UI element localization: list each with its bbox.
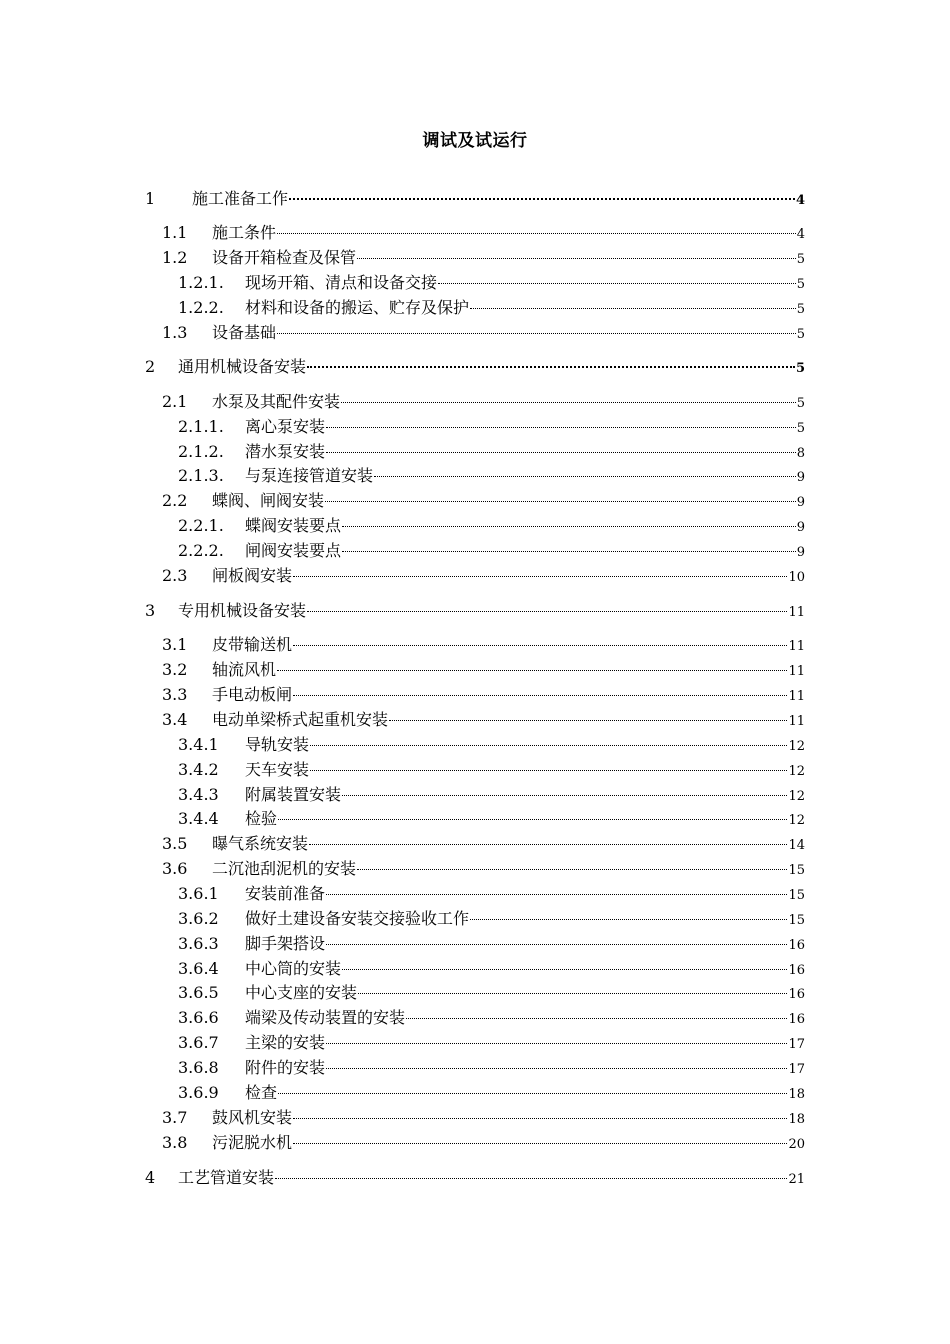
toc-entry-page-number: 12 xyxy=(788,813,805,828)
toc-entry[interactable] xyxy=(178,734,805,756)
toc-entry-label: 污泥脱水机 xyxy=(212,1133,293,1152)
toc-entry-page-number: 18 xyxy=(788,1087,805,1102)
toc-entry[interactable] xyxy=(178,908,805,930)
toc-entry[interactable] xyxy=(162,490,805,512)
toc-entry-number: 2.1.2. xyxy=(178,442,224,461)
toc-entry-number: 3.3 xyxy=(162,685,188,704)
toc-entry-number: 3.6.3 xyxy=(178,934,219,953)
toc-entry-page-number: 15 xyxy=(788,863,805,878)
toc-entry[interactable] xyxy=(162,222,805,244)
toc-entry[interactable] xyxy=(145,600,805,622)
toc-dot-leader xyxy=(307,366,795,368)
toc-entry-number: 2.3 xyxy=(162,566,188,585)
toc-entry-page-number: 11 xyxy=(788,689,805,704)
toc-entry-number: 1.2 xyxy=(162,248,188,267)
toc-dot-leader xyxy=(357,869,787,870)
toc-dot-leader xyxy=(326,1043,787,1044)
toc-entry[interactable] xyxy=(162,322,805,344)
toc-entry-number: 4 xyxy=(145,1168,156,1187)
toc-entry-page-number: 5 xyxy=(796,327,805,342)
toc-entry[interactable] xyxy=(178,540,805,562)
toc-entry-label: 电动单梁桥式起重机安装 xyxy=(212,710,389,729)
toc-entry-number: 3.6.9 xyxy=(178,1083,219,1102)
toc-entry-page-number: 15 xyxy=(788,913,805,928)
toc-entry-page-number: 16 xyxy=(788,1012,805,1027)
toc-entry[interactable] xyxy=(178,1032,805,1054)
toc-dot-leader xyxy=(309,844,787,845)
toc-entry[interactable] xyxy=(178,441,805,463)
toc-entry-number: 3.1 xyxy=(162,635,188,654)
toc-entry[interactable] xyxy=(178,272,805,294)
toc-entry-label: 材料和设备的搬运、贮存及保护 xyxy=(245,298,470,317)
toc-dot-leader xyxy=(438,283,796,284)
toc-entry-number: 3.6 xyxy=(162,859,188,878)
toc-entry-number: 1.1 xyxy=(162,223,188,242)
toc-entry-label: 安装前准备 xyxy=(245,884,326,903)
toc-entry[interactable] xyxy=(162,659,805,681)
toc-dot-leader xyxy=(342,526,796,527)
toc-entry-label: 设备基础 xyxy=(212,323,277,342)
toc-entry-page-number: 11 xyxy=(788,605,805,620)
toc-dot-leader xyxy=(358,993,787,994)
toc-dot-leader xyxy=(470,919,787,920)
toc-entry-label: 端梁及传动装置的安装 xyxy=(245,1008,406,1027)
toc-entry-label: 曝气系统安装 xyxy=(212,834,309,853)
toc-dot-leader xyxy=(293,1143,787,1144)
toc-entry-label: 主梁的安装 xyxy=(245,1033,326,1052)
toc-dot-leader xyxy=(342,795,787,796)
toc-dot-leader xyxy=(293,576,787,577)
toc-entry-label: 皮带输送机 xyxy=(212,635,293,654)
toc-entry-page-number: 18 xyxy=(788,1112,805,1127)
toc-entry-page-number: 8 xyxy=(796,446,805,461)
toc-entry-number: 2.1 xyxy=(162,392,188,411)
toc-entry[interactable] xyxy=(178,958,805,980)
toc-entry-number: 3.6.1 xyxy=(178,884,219,903)
toc-entry-number: 2.1.1. xyxy=(178,417,224,436)
toc-entry-page-number: 16 xyxy=(788,963,805,978)
toc-entry-page-number: 11 xyxy=(788,714,805,729)
toc-entry-number: 3.4.3 xyxy=(178,785,219,804)
toc-entry-number: 3.6.5 xyxy=(178,983,219,1002)
toc-entry-page-number: 5 xyxy=(796,302,805,317)
toc-entry-label: 工艺管道安装 xyxy=(178,1168,275,1187)
toc-entry-label: 手电动板闸 xyxy=(212,685,293,704)
toc-dot-leader xyxy=(326,894,787,895)
toc-entry[interactable] xyxy=(178,1007,805,1029)
toc-entry[interactable] xyxy=(162,1107,805,1129)
toc-entry-page-number: 5 xyxy=(796,396,805,411)
toc-entry-label: 轴流风机 xyxy=(212,660,277,679)
toc-entry-page-number: 5 xyxy=(796,277,805,292)
toc-entry[interactable] xyxy=(162,565,805,587)
toc-entry-number: 3.2 xyxy=(162,660,188,679)
toc-dot-leader xyxy=(374,476,796,477)
toc-entry-number: 1.2.1. xyxy=(178,273,224,292)
toc-entry-label: 专用机械设备安装 xyxy=(178,601,307,620)
toc-dot-leader xyxy=(341,402,796,403)
toc-entry-number: 3.6.4 xyxy=(178,959,219,978)
toc-entry-label: 闸板阀安装 xyxy=(212,566,293,585)
toc-entry-page-number: 16 xyxy=(788,938,805,953)
toc-entry-label: 检查 xyxy=(245,1083,278,1102)
toc-entry-page-number: 17 xyxy=(788,1062,805,1077)
toc-entry-number: 1.3 xyxy=(162,323,188,342)
toc-entry[interactable] xyxy=(145,188,805,210)
toc-dot-leader xyxy=(310,770,787,771)
toc-entry-label: 中心筒的安装 xyxy=(245,959,342,978)
toc-entry-number: 3.4 xyxy=(162,710,188,729)
toc-entry-page-number: 12 xyxy=(788,789,805,804)
toc-entry[interactable] xyxy=(178,933,805,955)
toc-entry-page-number: 9 xyxy=(796,545,805,560)
toc-entry[interactable] xyxy=(162,247,805,269)
toc-dot-leader xyxy=(326,1068,787,1069)
toc-entry-label: 施工条件 xyxy=(212,223,277,242)
toc-entry-label: 做好土建设备安装交接验收工作 xyxy=(245,909,470,928)
toc-entry-page-number: 10 xyxy=(788,570,805,585)
toc-entry-number: 3.4.1 xyxy=(178,735,219,754)
toc-entry[interactable] xyxy=(178,759,805,781)
toc-entry-label: 脚手架搭设 xyxy=(245,934,326,953)
toc-entry-label: 现场开箱、清点和设备交接 xyxy=(245,273,438,292)
toc-dot-leader xyxy=(406,1018,787,1019)
toc-dot-leader xyxy=(326,452,796,453)
toc-entry-page-number: 9 xyxy=(796,520,805,535)
toc-dot-leader xyxy=(277,233,796,234)
toc-entry-number: 2 xyxy=(145,357,156,376)
toc-entry-label: 蝶阀、闸阀安装 xyxy=(212,491,325,510)
toc-entry-page-number: 21 xyxy=(788,1172,805,1187)
toc-entry[interactable] xyxy=(178,784,805,806)
toc-entry[interactable] xyxy=(145,356,805,378)
toc-entry-label: 通用机械设备安装 xyxy=(178,357,307,376)
toc-entry-number: 2.2 xyxy=(162,491,188,510)
toc-entry-label: 闸阀安装要点 xyxy=(245,541,342,560)
toc-dot-leader xyxy=(278,819,787,820)
toc-entry-page-number: 11 xyxy=(788,639,805,654)
toc-entry[interactable] xyxy=(178,1057,805,1079)
toc-entry[interactable] xyxy=(178,297,805,319)
toc-dot-leader xyxy=(307,611,787,612)
toc-entry-page-number: 5 xyxy=(796,421,805,436)
toc-entry[interactable] xyxy=(162,391,805,413)
toc-entry-label: 附属装置安装 xyxy=(245,785,342,804)
toc-dot-leader xyxy=(325,501,796,502)
toc-entry-page-number: 20 xyxy=(788,1137,805,1152)
toc-entry-page-number: 4 xyxy=(796,227,805,242)
toc-dot-leader xyxy=(275,1178,787,1179)
toc-entry-page-number: 15 xyxy=(788,888,805,903)
toc-entry-page-number: 17 xyxy=(788,1037,805,1052)
toc-entry-label: 中心支座的安装 xyxy=(245,983,358,1002)
toc-dot-leader xyxy=(342,969,787,970)
toc-entry[interactable] xyxy=(178,883,805,905)
toc-entry[interactable] xyxy=(162,1132,805,1154)
toc-dot-leader xyxy=(278,1093,787,1094)
toc-entry-page-number: 5 xyxy=(795,361,805,376)
toc-entry-number: 3.6.7 xyxy=(178,1033,219,1052)
toc-entry-number: 2.2.1. xyxy=(178,516,224,535)
toc-entry-number: 3.4.2 xyxy=(178,760,219,779)
toc-dot-leader xyxy=(289,198,795,200)
toc-entry-number: 1 xyxy=(145,189,156,208)
toc-entry-label: 施工准备工作 xyxy=(192,189,289,208)
toc-entry-number: 3.5 xyxy=(162,834,188,853)
toc-entry[interactable] xyxy=(145,1167,805,1189)
toc-entry[interactable] xyxy=(162,684,805,706)
toc-entry-label: 导轨安装 xyxy=(245,735,310,754)
toc-dot-leader xyxy=(326,944,787,945)
toc-entry-page-number: 16 xyxy=(788,987,805,1002)
toc-entry[interactable] xyxy=(162,833,805,855)
toc-entry-page-number: 14 xyxy=(788,838,805,853)
toc-entry-number: 3.6.2 xyxy=(178,909,219,928)
toc-entry-number: 1.2.2. xyxy=(178,298,224,317)
toc-entry-label: 与泵连接管道安装 xyxy=(245,466,374,485)
toc-entry-label: 设备开箱检查及保管 xyxy=(212,248,357,267)
toc-entry[interactable] xyxy=(162,634,805,656)
toc-entry[interactable] xyxy=(178,515,805,537)
toc-entry-page-number: 9 xyxy=(796,470,805,485)
toc-entry[interactable] xyxy=(178,1082,805,1104)
toc-dot-leader xyxy=(293,695,787,696)
toc-dot-leader xyxy=(277,333,796,334)
toc-dot-leader xyxy=(326,427,796,428)
toc-entry[interactable] xyxy=(162,858,805,880)
toc-entry[interactable] xyxy=(178,808,805,830)
toc-entry-label: 蝶阀安装要点 xyxy=(245,516,342,535)
toc-entry-label: 天车安装 xyxy=(245,760,310,779)
toc-entry-label: 潜水泵安装 xyxy=(245,442,326,461)
toc-entry-label: 二沉池刮泥机的安装 xyxy=(212,859,357,878)
toc-entry-page-number: 5 xyxy=(796,252,805,267)
toc-entry-label: 检验 xyxy=(245,809,278,828)
toc-entry-number: 2.1.3. xyxy=(178,466,224,485)
toc-entry-page-number: 9 xyxy=(796,495,805,510)
toc-entry-number: 2.2.2. xyxy=(178,541,224,560)
toc-dot-leader xyxy=(342,551,796,552)
toc-entry[interactable] xyxy=(178,982,805,1004)
toc-dot-leader xyxy=(357,258,796,259)
toc-entry[interactable] xyxy=(178,416,805,438)
toc-entry-label: 鼓风机安装 xyxy=(212,1108,293,1127)
toc-entry-page-number: 11 xyxy=(788,664,805,679)
toc-entry-number: 3.8 xyxy=(162,1133,188,1152)
toc-entry-page-number: 4 xyxy=(795,193,805,208)
toc-entry[interactable] xyxy=(162,709,805,731)
toc-dot-leader xyxy=(310,745,787,746)
toc-entry-number: 3.7 xyxy=(162,1108,188,1127)
toc-entry-label: 附件的安装 xyxy=(245,1058,326,1077)
toc-entry-label: 水泵及其配件安装 xyxy=(212,392,341,411)
toc-entry-number: 3.4.4 xyxy=(178,809,219,828)
toc-dot-leader xyxy=(470,308,796,309)
toc-entry-number: 3.6.8 xyxy=(178,1058,219,1077)
toc-entry[interactable] xyxy=(178,465,805,487)
toc-entry-page-number: 12 xyxy=(788,739,805,754)
toc-dot-leader xyxy=(389,720,787,721)
toc-dot-leader xyxy=(293,1118,787,1119)
toc-entry-number: 3 xyxy=(145,601,156,620)
toc-entry-number: 3.6.6 xyxy=(178,1008,219,1027)
toc-entry-label: 离心泵安装 xyxy=(245,417,326,436)
toc-dot-leader xyxy=(293,645,787,646)
toc-entry-page-number: 12 xyxy=(788,764,805,779)
toc-dot-leader xyxy=(277,670,787,671)
page-title: 调试及试运行 xyxy=(422,131,528,151)
